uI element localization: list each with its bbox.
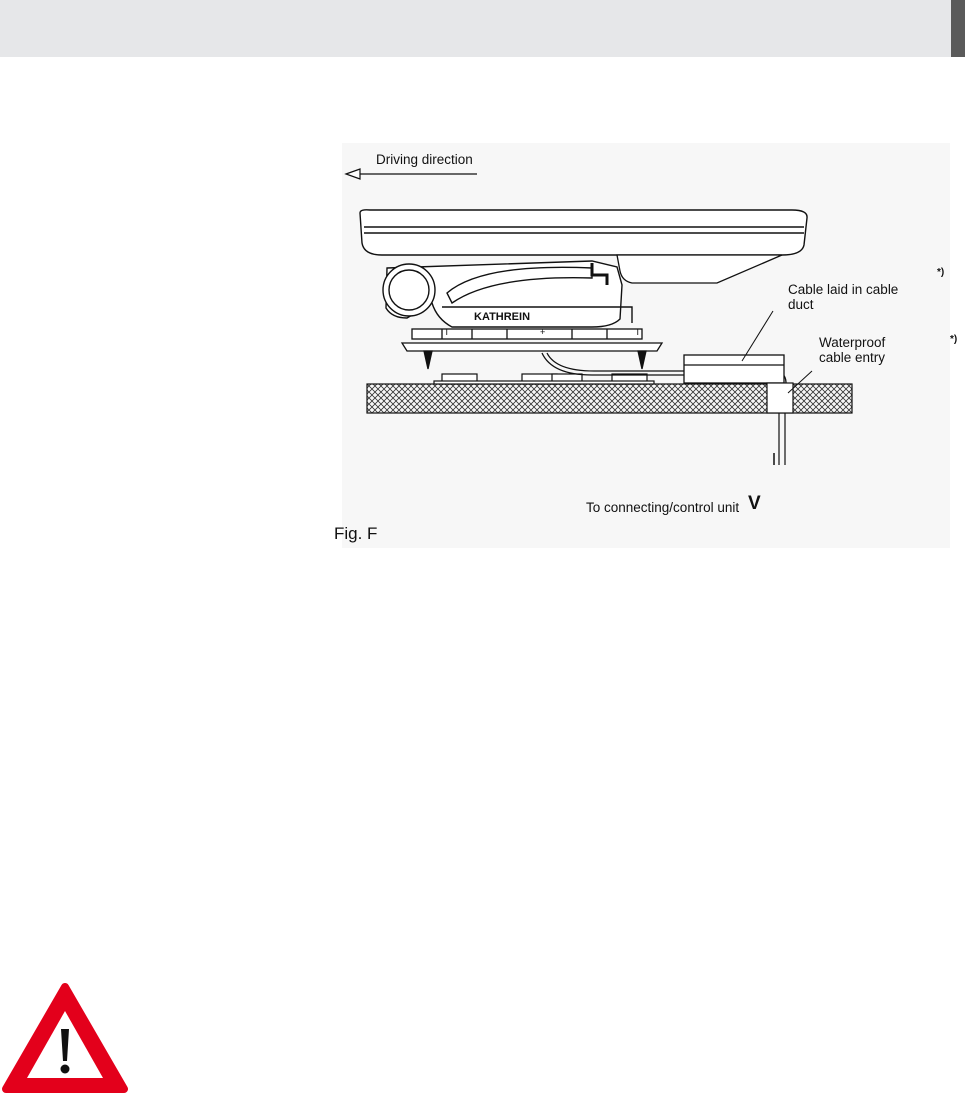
warning-triangle-icon — [0, 981, 130, 1096]
base-plate — [402, 327, 662, 369]
brand-logo: KATHREIN — [474, 311, 531, 323]
control-unit-letter: V — [748, 493, 761, 514]
installation-figure — [334, 143, 958, 548]
svg-text:T: T — [635, 327, 641, 337]
header-band — [0, 0, 965, 57]
edge-tab — [951, 0, 965, 57]
driving-direction-label: Driving direction — [376, 152, 473, 167]
cable-duct-label: Cable laid in cable duct — [788, 282, 899, 312]
footnote-mark: *) — [950, 334, 958, 345]
svg-text:+: + — [540, 327, 546, 337]
waterproof-entry-label: Waterproof cable entry — [819, 335, 886, 365]
footnote-mark: *) — [937, 267, 945, 278]
figure-caption: Fig. F — [334, 524, 378, 543]
cable-duct-leader — [742, 311, 773, 361]
antenna-dish — [360, 210, 807, 255]
control-unit-label: To connecting/control unit — [586, 500, 740, 515]
page-edge — [951, 0, 965, 1096]
waterproof-entry — [767, 383, 793, 465]
rear-support — [617, 255, 782, 283]
driving-direction-arrow — [346, 169, 477, 179]
svg-text:T: T — [444, 327, 450, 337]
